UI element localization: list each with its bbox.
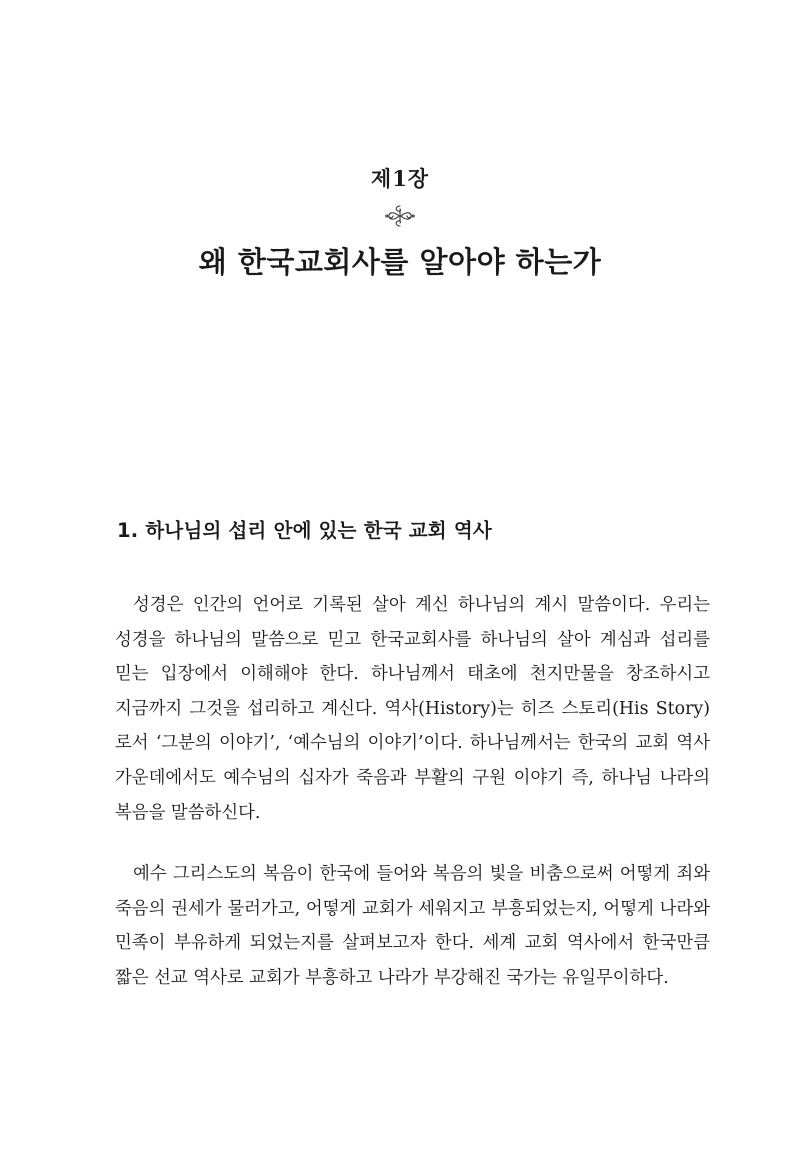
chapter-title: 왜 한국교회사를 알아야 하는가 bbox=[198, 245, 602, 279]
chapter-number: 제1장 bbox=[370, 166, 430, 191]
body-paragraph: 예수 그리스도의 복음이 한국에 들어와 복음의 빛을 비춤으로써 어떻게 죄와 죽음의 권세가 물러가고, 어떻게 교회가 세워지고 부흥되었는지, 어떻게 나라와 민족이 부유하게 되었는지를 살펴보고자 한다. 세계 교회 역사에서 한국만큼 짧은 선교 역사로 교회가 부흥하고 나라가 부강해진 국가는 유일무이하다. bbox=[115, 864, 710, 988]
section-heading: 1. 하나님의 섭리 안에 있는 한국 교회 역사 bbox=[117, 519, 492, 542]
body-paragraph: 성경은 인간의 언어로 기록된 살아 계신 하나님의 계시 말씀이다. 우리는 성경을 하나님의 말씀으로 믿고 한국교회사를 하나님의 살아 계심과 섭리를 믿는 입장에서 이해해야 한다. 하나님께서 태초에 천지만물을 창조하시고 지금까지 그것을 섭리하고 계신다. 역사(History)는 히즈 스토리(His Story)로서 ‘그분의 이야기’, ‘예수님의 이야기’이다. 하나님께서는 한국의 교회 역사 가운데에서도 예수님의 십자가 죽음과 부활의 구원 이야기 즉, 하나님 나라의 복음을 말씀하신다. bbox=[115, 595, 710, 823]
floral-ornament-icon bbox=[385, 203, 415, 229]
